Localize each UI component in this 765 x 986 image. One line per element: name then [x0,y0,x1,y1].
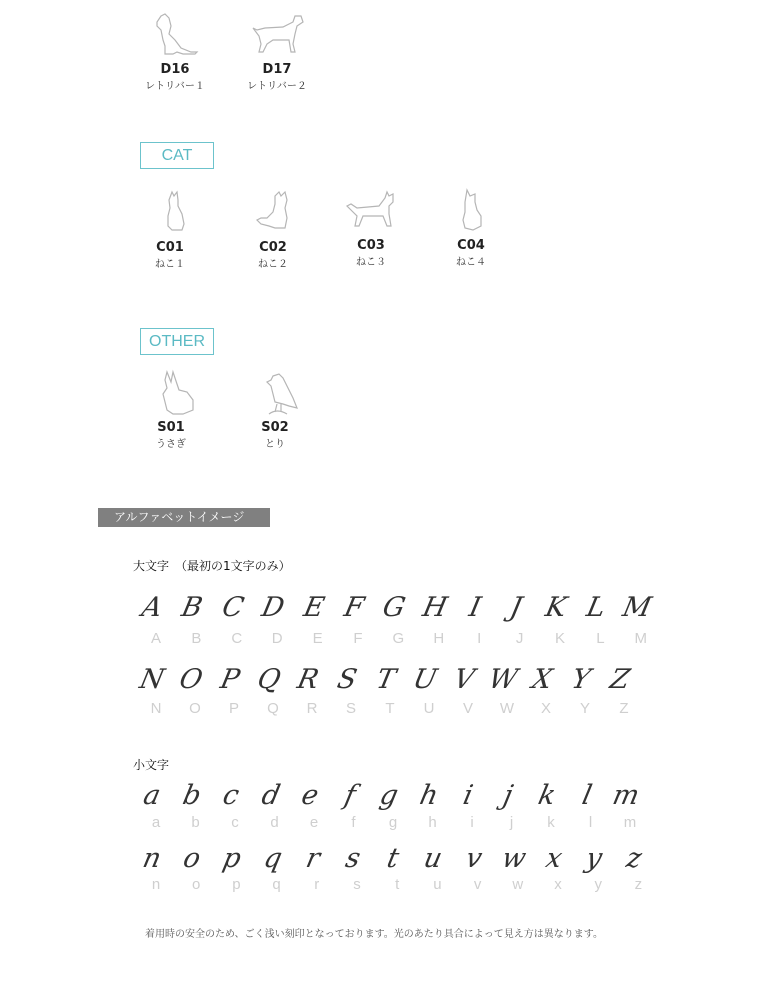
script-letter: Q [254,664,284,695]
letter-caption: F [353,630,363,647]
letter-caption: U [423,700,435,717]
script-letter: B [179,592,206,623]
engraving-note: 着用時の安全のため、ごく浅い刻印となっております。光のあたり具合によって見え方は異なります。 [145,929,603,940]
sitting-cat-icon [142,188,198,238]
letter-caption: u [433,876,442,893]
script-letter: c [220,780,242,811]
script-letter: O [176,664,206,695]
letter-caption: v [473,876,482,893]
letter-caption: S [345,700,356,717]
script-letter: T [373,664,399,695]
pet-item-c04 [426,186,516,270]
letter-caption: r [314,876,320,893]
script-letter: D [259,592,288,623]
script-letter: A [138,592,166,623]
letter-caption: G [392,630,405,647]
pet-name: ねこ１ [155,259,185,270]
letter-caption: d [270,814,279,831]
letter-caption: O [189,700,201,717]
pet-name: ねこ２ [258,259,288,270]
letter-caption: l [588,814,593,831]
script-letter: K [542,592,570,623]
letter-caption: a [151,814,161,831]
pet-name: ねこ４ [456,257,486,268]
letter-caption: I [477,630,482,647]
letter-caption: b [191,814,200,831]
letter-caption: P [228,700,239,717]
pet-code: C03 [357,238,385,253]
script-letter: z [623,843,645,874]
script-letter: S [334,664,360,695]
pet-code: S02 [261,420,289,435]
pet-name: ねこ３ [356,257,386,268]
letter-caption: e [309,814,319,831]
script-letter: U [410,664,440,695]
letter-caption: V [462,700,473,717]
script-letter: h [416,780,441,811]
letter-caption: q [272,876,281,893]
letter-caption: X [540,700,551,717]
script-letter: R [294,664,322,695]
script-letter: o [180,843,204,874]
letter-caption: H [433,630,445,647]
letter-caption: W [499,700,515,717]
pet-code: D17 [262,62,292,77]
script-letter: k [535,780,559,811]
pet-code: C01 [156,240,184,255]
letter-caption: M [634,630,648,647]
pet-item-c03 [326,186,416,270]
script-letter: b [179,780,204,811]
script-letter: f [341,780,358,811]
script-letter: L [584,592,609,623]
script-letter: m [609,780,643,811]
letter-caption: J [515,630,524,647]
script-letter: w [498,843,529,874]
letter-caption: m [623,814,637,831]
script-letter: y [583,843,606,874]
script-letter: J [506,592,525,623]
pet-name: とり [265,439,285,450]
script-letter: n [140,843,164,874]
script-letter: d [258,780,283,811]
standing-dog-icon [249,10,305,60]
letter-caption: R [306,700,318,717]
script-letter: s [342,843,364,874]
pet-name: レトリバー２ [247,81,307,92]
letter-caption: w [512,876,524,893]
pet-code: C04 [457,238,485,253]
letter-caption: y [594,876,602,893]
letter-caption: B [191,630,202,647]
letter-caption: c [231,814,239,831]
letter-caption: f [351,814,356,831]
script-letter: C [219,592,247,623]
script-letter: X [529,664,555,695]
script-letter: Z [607,664,633,695]
pet-item-c01 [125,188,215,272]
script-letter: G [380,592,409,623]
script-letter: M [619,592,654,623]
pet-code: C02 [259,240,287,255]
letter-caption: T [385,700,395,717]
script-letter: t [384,843,402,874]
kitten-icon [245,188,301,238]
letter-caption: Q [267,700,279,717]
letter-caption: n [151,876,161,893]
letter-caption: Y [579,700,590,717]
pet-item-s02 [230,368,320,452]
script-letter: e [298,780,322,811]
uppercase-heading: 大文字 （最初の1文字のみ） [133,559,291,573]
pet-item-d16 [130,10,220,94]
letter-caption: E [312,630,323,647]
letter-caption: L [596,630,605,647]
letter-caption: Z [619,700,629,717]
script-letter: E [300,592,327,623]
category-label-other: OTHER [140,328,214,355]
letter-caption: K [554,630,565,647]
script-letter: I [466,592,484,623]
script-letter: V [450,664,478,695]
letter-caption: z [634,876,643,893]
letter-caption: x [554,876,562,893]
script-letter: q [260,843,285,874]
letter-caption: D [271,630,283,647]
letter-caption: h [428,814,437,831]
pet-item-s01 [126,368,216,452]
script-letter: i [460,780,476,811]
script-letter: g [377,780,401,811]
letter-caption: o [192,876,201,893]
script-letter: v [462,843,485,874]
script-letter: l [578,780,595,811]
pet-code: S01 [157,420,185,435]
sitting-dog-icon [147,10,203,60]
letter-caption: t [395,876,400,893]
bird-icon [247,368,303,418]
script-letter: j [500,780,515,811]
pet-item-c02 [228,188,318,272]
script-letter: H [419,592,450,623]
script-letter: x [543,843,565,874]
pet-item-d17 [232,10,322,94]
script-letter: Y [568,664,594,695]
script-letter: p [220,843,245,874]
letter-caption: C [231,630,243,647]
script-letter: a [140,780,164,811]
script-letter: P [217,664,243,695]
letter-caption: p [232,876,241,893]
letter-caption: N [150,700,162,717]
pet-name: うさぎ [156,439,186,450]
script-letter: N [136,664,168,695]
letter-caption: j [509,814,514,831]
letter-caption: g [388,814,398,831]
letter-caption: i [470,814,474,831]
rabbit-icon [143,368,199,418]
letter-caption: k [547,814,555,831]
letter-caption: A [150,630,161,647]
script-letter: u [421,843,446,874]
section-title-alphabet: アルファベットイメージ [98,508,270,527]
walking-cat-icon [343,186,399,236]
cat-back-icon [443,186,499,236]
lowercase-heading: 小文字 [133,758,170,772]
category-label-cat: CAT [140,142,214,169]
script-letter: W [485,664,521,695]
letter-caption: s [353,876,361,893]
script-letter: r [303,843,323,874]
pet-code: D16 [160,62,190,77]
pet-name: レトリバー１ [145,81,205,92]
script-letter: F [341,592,367,623]
